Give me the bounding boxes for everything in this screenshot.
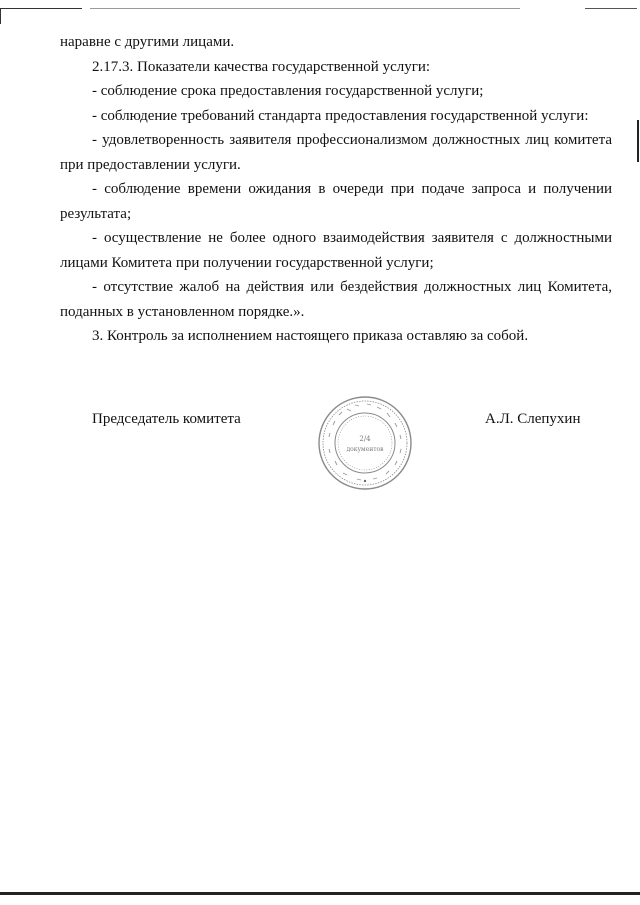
scan-border-right-mark [637,120,639,162]
paragraph-complaints: - отсутствие жалоб на действия или бездействия должностных лиц Комитета, поданных в установленном порядке.». [60,279,612,320]
seal-number: 2/4 [359,435,371,443]
scan-border-left-tick [0,8,1,24]
paragraph-waiting-time: - соблюдение времени ожидания в очереди при подаче запроса и получении результата; [60,181,612,222]
paragraph-satisfaction: - удовлетворенность заявителя профессионализмом должностных лиц комитета при предоставлении услуги. [60,132,612,173]
paragraph-continuation: наравне с другими лицами. [60,34,235,50]
scan-border-top [90,8,520,9]
document-body [60,30,612,349]
paragraph-quality-indicators: 2.17.3. Показатели качества государственной услуги: [92,58,431,75]
signer-name: А.Л. Слепухин [485,411,581,427]
paragraph-interaction: - осуществление не более одного взаимодействия заявителя с должностными лицами Комитета при получении государственной услуги; [60,230,612,271]
scan-border-bottom [0,892,640,895]
signer-title: Председатель комитета [92,411,241,427]
seal-label: документов [346,446,384,453]
official-seal-icon [317,395,413,491]
signature-block [0,395,640,495]
paragraph-control: 3. Контроль за исполнением настоящего приказа оставляю за собой. [92,328,529,344]
paragraph-deadline: - соблюдение срока предоставления государственной услуги; [92,83,484,99]
scan-border-top-right [585,8,637,9]
paragraph-standard-requirements: - соблюдение требований стандарта предоставления государственной услуги: [92,107,589,124]
scan-border-top-left [0,8,82,9]
